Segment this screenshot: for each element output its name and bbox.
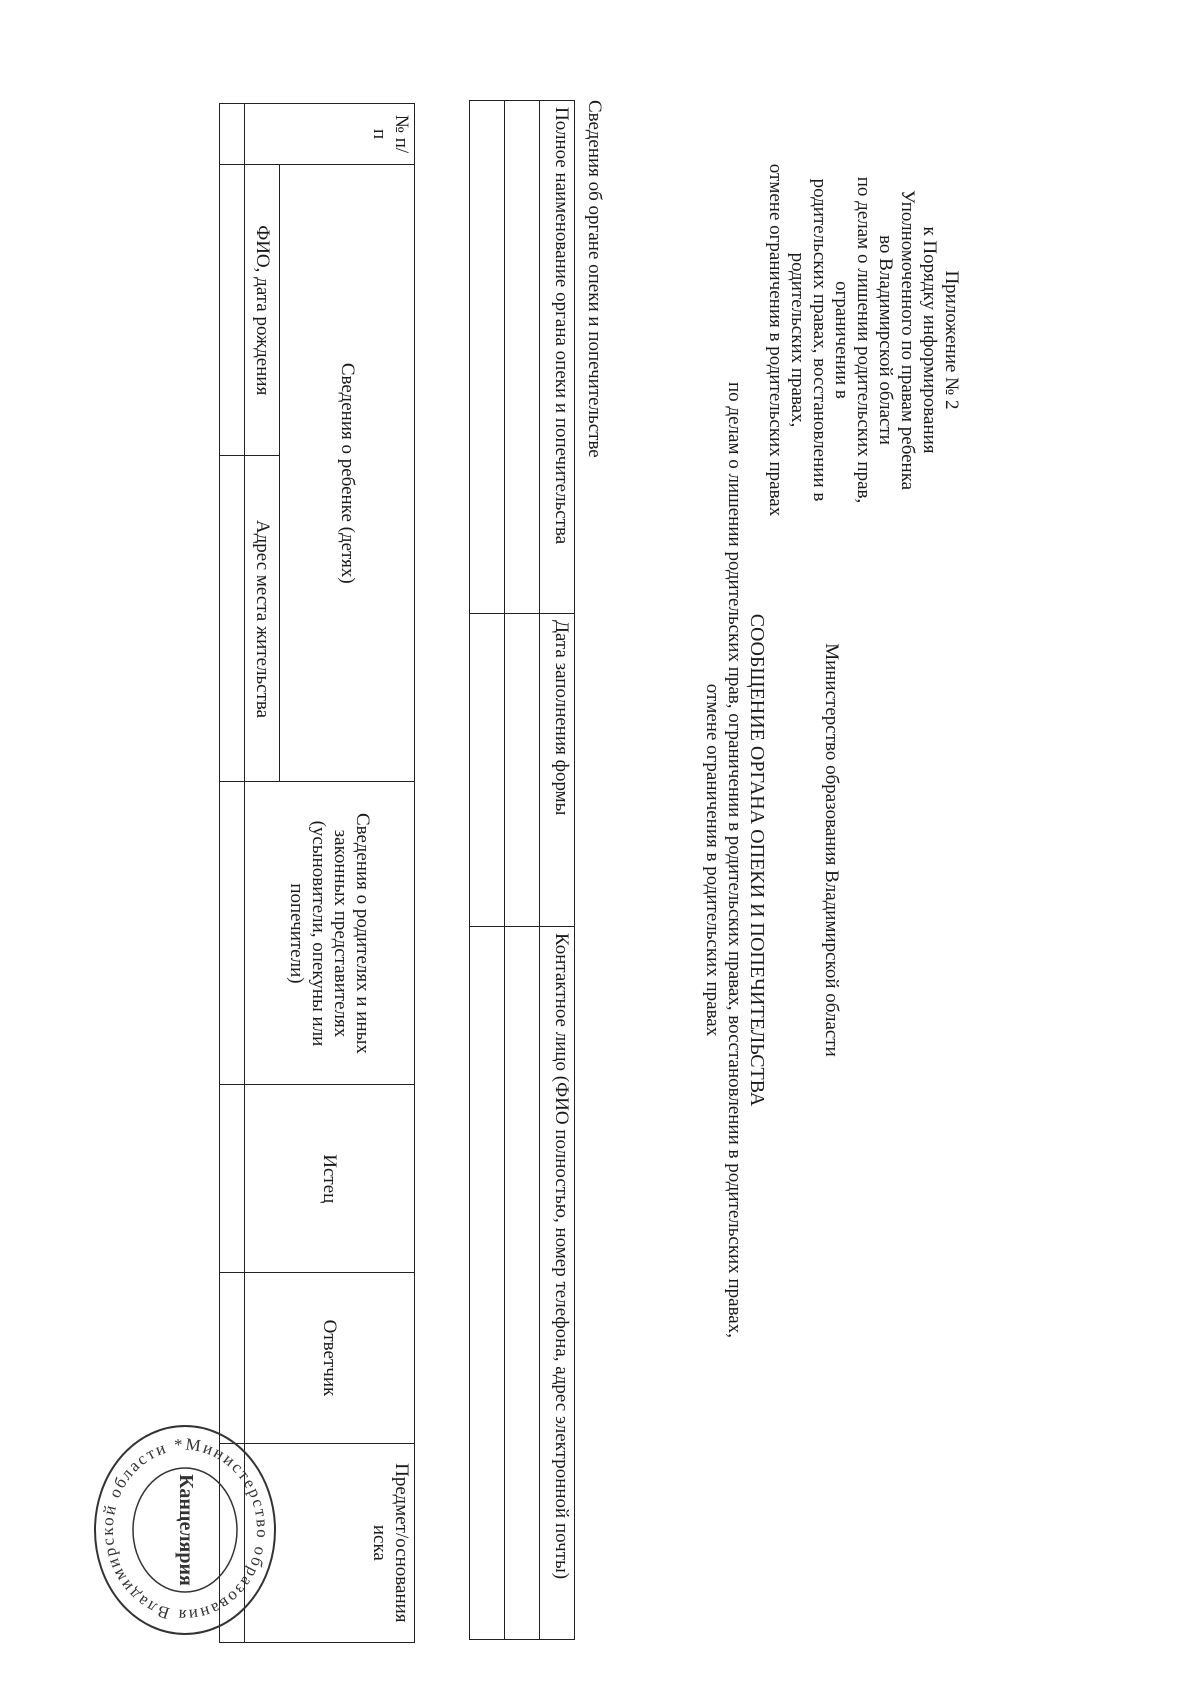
stamp-ring-text: Министерство образования Владимирской области * bbox=[97, 1434, 273, 1626]
empty-cell bbox=[505, 614, 540, 927]
document-subtitle bbox=[701, 360, 745, 1360]
office-seal-stamp bbox=[90, 1420, 280, 1640]
annex-line: по делам о лишении родительских прав, ограничении в bbox=[831, 176, 874, 504]
empty-cell bbox=[220, 1085, 245, 1273]
header-cell-child-address: Адрес места жительства bbox=[245, 456, 280, 782]
header-cell-fill-date: Дата заполнения формы bbox=[540, 614, 575, 927]
ministry-name: Министерство образования Владимирской области bbox=[821, 643, 842, 1057]
header-cell-defendant: Ответчик bbox=[245, 1273, 415, 1443]
case-table bbox=[219, 103, 415, 1643]
annex-block bbox=[764, 160, 962, 520]
annex-line: родительских правах, восстановлении в родительских правах, bbox=[787, 178, 830, 502]
annex-line: Приложение № 2 bbox=[941, 270, 962, 410]
table-row bbox=[280, 104, 415, 1643]
empty-cell bbox=[220, 782, 245, 1085]
header-cell-number: № п/п bbox=[245, 104, 415, 165]
table-row bbox=[470, 101, 505, 1640]
empty-cell bbox=[220, 1273, 245, 1443]
empty-cell bbox=[220, 456, 245, 782]
stamp-center-text: Канцелярия bbox=[175, 1474, 197, 1586]
empty-cell bbox=[220, 165, 245, 456]
subtitle-line: по делам о лишении родительских прав, ограничении в родительских правах, восстановлении в родительских правах, bbox=[724, 382, 745, 1338]
header-cell-contact: Контактное лицо (ФИО полностью, номер телефона, адрес электронной почты) bbox=[540, 927, 575, 1640]
section-label: Сведения об органе опеки и попечительстве bbox=[584, 100, 605, 458]
annex-line: Уполномоченного по правам ребенка bbox=[897, 189, 918, 491]
header-cell-plaintiff: Истец bbox=[245, 1085, 415, 1273]
table-row bbox=[220, 104, 245, 1643]
subtitle-line: отмене ограничения в родительских правах bbox=[702, 683, 723, 1037]
annex-line: к Порядку информирования bbox=[919, 226, 940, 454]
empty-cell bbox=[505, 101, 540, 614]
table-row bbox=[505, 101, 540, 1640]
header-cell-child-name: ФИО, дата рождения bbox=[245, 165, 280, 456]
empty-cell bbox=[505, 927, 540, 1640]
table-row bbox=[540, 101, 575, 1640]
header-cell-child-info: Сведения о ребенке (детях) bbox=[280, 165, 415, 782]
header-cell-claim: Предмет/основания иска bbox=[245, 1443, 415, 1642]
empty-cell bbox=[470, 614, 505, 927]
annex-line: отмене ограничения в родительских правах bbox=[765, 163, 786, 517]
header-cell-parents: Сведения о родителях и иных законных представителях (усыновители, опекуны или попечители) bbox=[245, 782, 415, 1085]
annex-line: во Владимирской области bbox=[875, 235, 896, 445]
header-cell-full-name: Полное наименование органа опеки и попечительства bbox=[540, 101, 575, 614]
guardianship-body-table bbox=[469, 100, 575, 1640]
empty-cell bbox=[470, 927, 505, 1640]
empty-cell bbox=[220, 104, 245, 165]
document-title: СООБЩЕНИЕ ОРГАНА ОПЕКИ И ПОПЕЧИТЕЛЬСТВА bbox=[746, 613, 768, 1107]
empty-cell bbox=[470, 101, 505, 614]
